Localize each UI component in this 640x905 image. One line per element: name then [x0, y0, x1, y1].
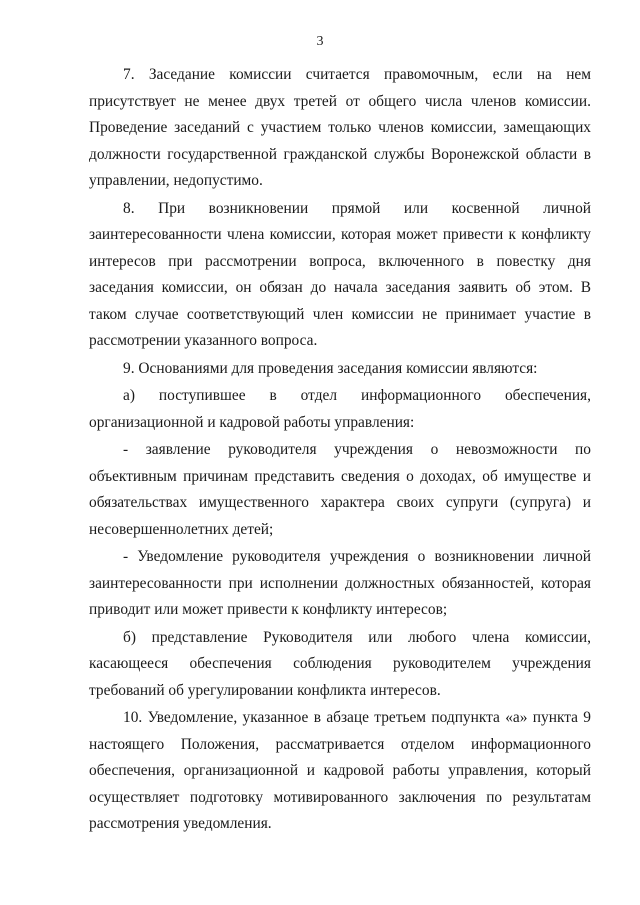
page-number: 3 [316, 34, 324, 49]
paragraph-9: 9. Основаниями для проведения заседания комиссии являются: [123, 359, 538, 377]
paragraph-8: 8. При возникновении прямой или косвенной личной заинтересованности члена комиссии, которая может привести к конфликту интересов при рассмотрении вопроса, включенного в повестку дня заседания комиссии, он обязан до начала заседания заявить об этом. В таком случае соответствующий член комиссии не принимает участие в рассмотрении указанного вопроса. [89, 199, 591, 349]
paragraph-9a-item-1: - заявление руководителя учреждения о невозможности по объективным причинам представить сведения о доходах, об имуществе и обязательствах имущественного характера своих супруги (супруга) и несовершеннолетних детей; [89, 441, 591, 538]
paragraph-9a-item-2: - Уведомление руководителя учреждения о возникновении личной заинтересованности при исполнении должностных обязанностей, которая приводит или может привести к конфликту интересов; [89, 548, 591, 618]
paragraph-7: 7. Заседание комиссии считается правомочным, если на нем присутствует не менее двух третей от общего числа членов комиссии. Проведение заседаний с участием только членов комиссии, замещающих должности государственной гражданской службы Воронежской области в управлении, недопустимо. [89, 66, 591, 189]
paragraph-9b: б) представление Руководителя или любого члена комиссии, касающееся обеспечения соблюдения руководителем учреждения требований об урегулировании конфликта интересов. [89, 628, 591, 699]
paragraph-10: 10. Уведомление, указанное в абзаце третьем подпункта «а» пункта 9 настоящего Положения, рассматривается отделом информационного обеспечения, организационной и кадровой работы управления, который осуществляет подготовку мотивированного заключения по результатам рассмотрения уведомления. [89, 709, 591, 832]
paragraph-9a: а) поступившее в отдел информационного обеспечения, организационной и кадровой работы управления: [89, 387, 591, 431]
document-body [89, 62, 591, 838]
